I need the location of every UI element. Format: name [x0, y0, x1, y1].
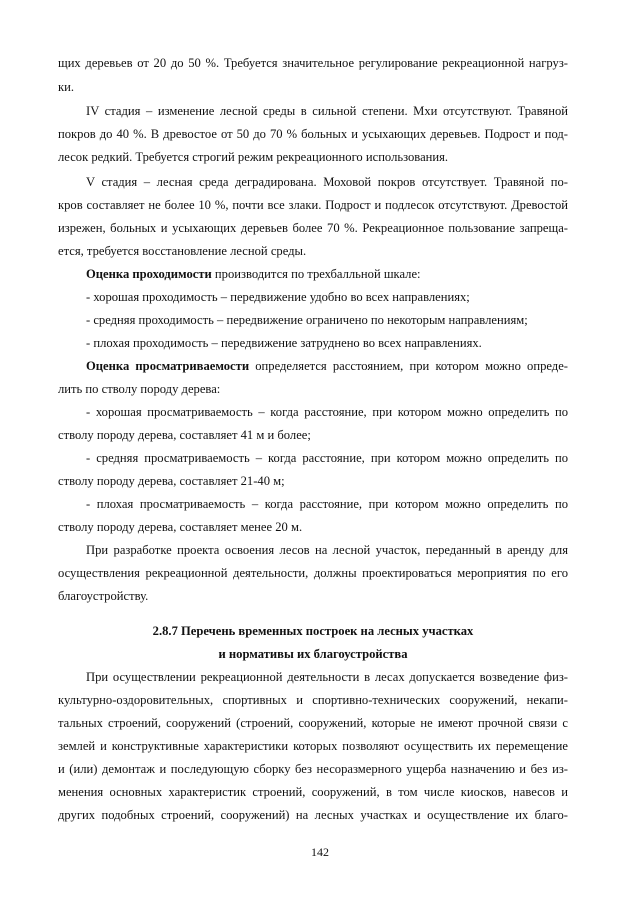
- text-line: стволу породу дерева, составляет 41 м и более;: [58, 428, 311, 442]
- text-line: культурно-оздоровительных, спортивных и спортивно-технических сооружений, некапи-: [58, 693, 568, 707]
- text-line: ется, требуется восстановление лесной среды.: [58, 244, 307, 258]
- text-line: V стадия – лесная среда деградирована. Моховой покров отсутствует. Травяной по-: [86, 175, 568, 189]
- text-line: ки.: [58, 80, 75, 94]
- text-line: тальных строений, сооружений (строений, сооружений, которые не имеют прочной связи с: [58, 716, 568, 730]
- text-line: стволу породу дерева, составляет 21-40 м;: [58, 474, 285, 488]
- text-line: благоустройству.: [58, 589, 149, 603]
- text-line: менения основных характеристик строений, сооружений, в том числе киосков, навесов и: [58, 785, 568, 799]
- text-line: IV стадия – изменение лесной среды в сильной степени. Мхи отсутствуют. Травяной: [86, 104, 568, 118]
- text-line: покров до 40 %. В древостое от 50 до 70 % больных и усыхающих деревьев. Подрост и под-: [58, 127, 568, 141]
- text-line: [86, 267, 568, 282]
- bold-term: Оценка проходимости: [86, 267, 212, 281]
- text-line: лить по стволу породу дерева:: [58, 382, 221, 396]
- text-line: осуществления рекреационной деятельности, должны проектироваться мероприятия по его: [58, 566, 568, 580]
- text-line: - средняя проходимость – передвижение ограничено по некоторым направлениям;: [86, 313, 528, 327]
- text-run: определяется расстоянием, при котором можно опреде-: [249, 359, 568, 373]
- text-line: [86, 359, 568, 374]
- text-line: и (или) демонтаж и последующую сборку без несоразмерного ущерба назначению и без из-: [58, 762, 568, 776]
- section-heading: и нормативы их благоустройства: [218, 647, 408, 661]
- page-number: 142: [311, 845, 329, 859]
- text-line: щих деревьев от 20 до 50 %. Требуется значительное регулирование рекреационной нагруз-: [58, 56, 568, 70]
- text-line: - плохая проходимость – передвижение затруднено во всех направлениях.: [86, 336, 482, 350]
- bold-term: Оценка просматриваемости: [86, 359, 250, 373]
- text-line: При разработке проекта освоения лесов на лесной участок, переданный в аренду для: [86, 543, 568, 557]
- text-line: При осуществлении рекреационной деятельности в лесах допускается возведение физ-: [86, 670, 568, 684]
- section-heading: 2.8.7 Перечень временных построек на лесных участках: [152, 624, 474, 638]
- text-line: стволу породу дерева, составляет менее 20 м.: [58, 520, 303, 534]
- text-line: землей и конструктивные характеристики которых позволяют осуществить их перемещение: [58, 739, 568, 753]
- text-line: лесок редкий. Требуется строгий режим рекреационного использования.: [58, 150, 449, 164]
- text-line: - хорошая просматриваемость – когда расстояние, при котором можно определить по: [86, 405, 568, 419]
- text-line: - хорошая проходимость – передвижение удобно во всех направлениях;: [86, 290, 470, 304]
- text-line: кров составляет не более 10 %, почти все злаки. Подрост и подлесок отсутствуют. Древостой: [58, 198, 568, 212]
- text-line: изрежен, больных и усыхающих деревьев более 70 %. Рекреационное пользование запреща-: [58, 221, 568, 235]
- text-line: - средняя просматриваемость – когда расстояние, при котором можно определить по: [86, 451, 568, 465]
- text-line: - плохая просматриваемость – когда расстояние, при котором можно определить по: [86, 497, 568, 511]
- text-run: производится по трехбалльной шкале:: [211, 267, 421, 281]
- text-line: других подобных строений, сооружений) на лесных участках и осуществление их благо-: [58, 808, 568, 822]
